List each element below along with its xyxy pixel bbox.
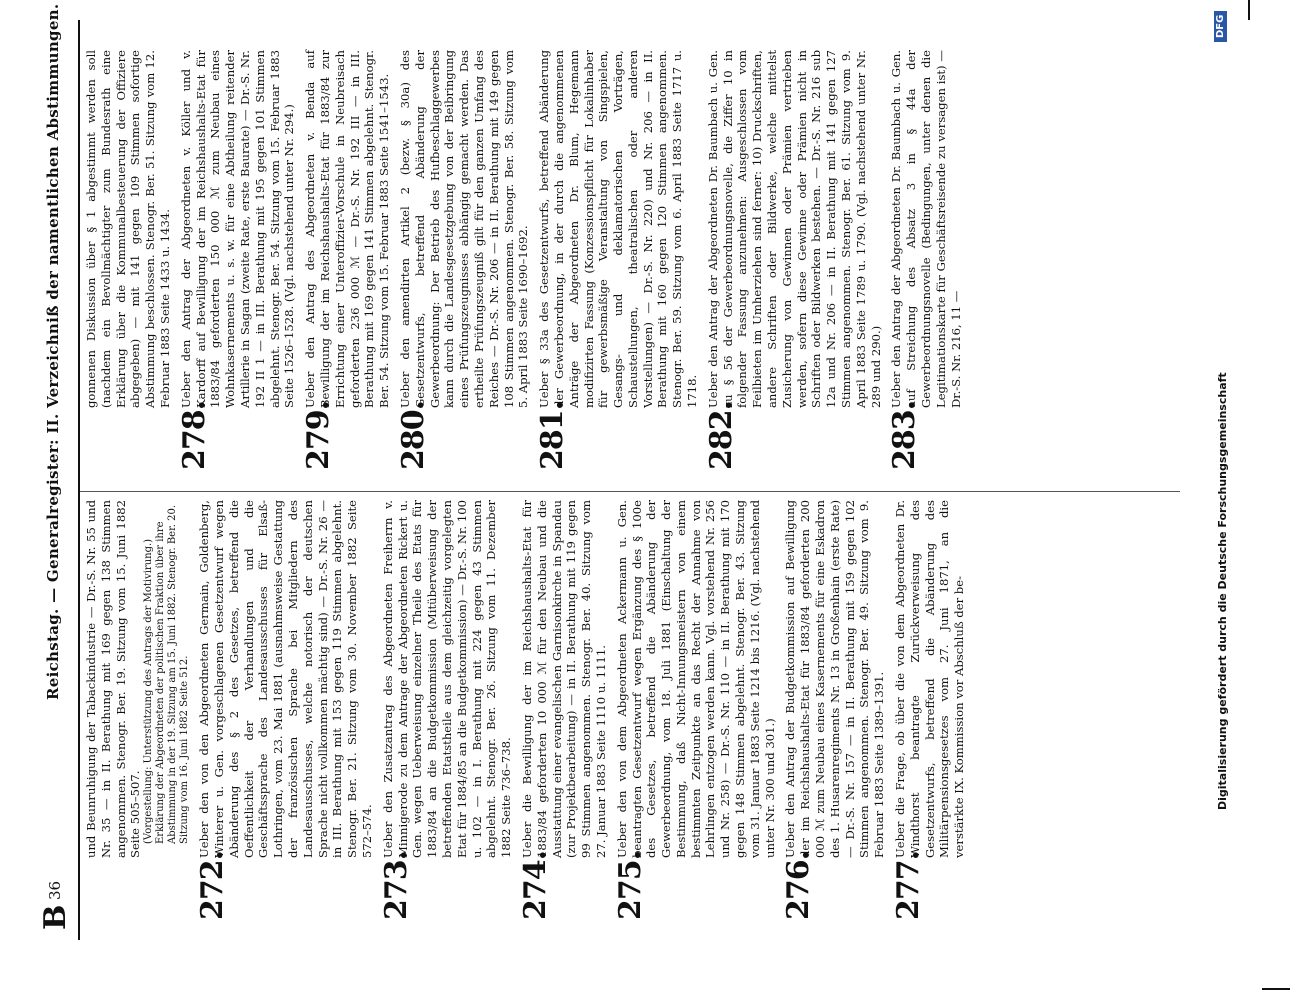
vote-entry [783, 500, 887, 920]
entry-text: Ueber den Antrag der Abgeordneten Dr. Baumbach u. Gen. auf Streichung des Absatz 3 in § 44a der Gewerbeordnungsnovelle (Bedingungen, unter denen die Legitimationskarte für Geschäftsreisende zu versagen ist) — Dr.-S. Nr. 216, 11 — [889, 50, 963, 408]
entry-text: Ueber den von dem Abgeordneten Ackermann u. Gen. beantragten Gesetzentwurf wegen Ergänzung des § 100e des Gesetzes, betreffend die Abänderung der Gewerbeordnung, vom 18. Juli 1881 (Einschaltung der Bestimmung, daß Nicht-Innungsmeistern von einem bestimmten Zeitpunkte an das Recht der Annahme von Lehrlingen entzogen werden kann. Vgl. vorstehend Nr. 256 und Nr. 258) — Dr.-S. Nr. 110 — in II. Berathung mit 170 gegen 148 Stimmen abgelehnt. Stenogr. Ber. 43. Sitzung vom 31. Januar 1883 Seite 1214 bis 1216. (Vgl. nachstehend unter Nr. 300 und 301.) [614, 500, 777, 858]
dfg-credit: Digitalisierung gefördert durch die Deutsche Forschungsgemeinschaft [1216, 372, 1229, 810]
vote-entry [395, 50, 531, 470]
vote-entry [517, 500, 609, 920]
entry-number: 273. [378, 850, 414, 920]
header-rule [78, 20, 80, 940]
page-header [38, 0, 78, 1000]
entry-text: Ueber den Antrag der Abgeordneten v. Köller und v. Kardorff auf Bewilligung der im Reichshaushalts-Etat für 1883/84 geforderten 150 000 ℳ zum Neubau eines Wohnkasernements u. s. w. für eine Abtheilung reitender Artillerie in Sagan (zweite Rate, erste Baurate) — Dr.-S. Nr. 192 II 1 — in III. Berathung mit 195 gegen 101 Stimmen abgelehnt. Stenogr. Ber. 54. Sitzung vom 15. Februar 1883 Seite 1526–1528. (Vgl. nachstehend unter Nr. 294.) [178, 50, 297, 408]
entry-number: 278. [176, 400, 212, 470]
entry-text: Ueber den amendirten Artikel 2 (bezw. § 30a) des Gesetzentwurfs, betreffend Abänderung der Gewerbeordnung: Der Betrieb des Hufbeschlaggewerbes kann durch die Landesgesetzgebung von der Beibringung eines Prüfungszeugnisses abhängig gemacht werden. Das ertheilte Prüfungszeugniß gilt für den ganzen Umfang des Reiches — Dr.-S. Nr. 206 — in II. Berathung mit 149 gegen 108 Stimmen angenommen. Stenogr. Ber. 58. Sitzung vom 5. April 1883 Seite 1690–1692. [397, 50, 531, 408]
running-title: Reichstag. — Generalregister: II. Verzeichniß der namentlichen Abstimmungen. [44, 3, 62, 700]
left-column [84, 500, 973, 920]
right-column [84, 50, 969, 470]
vote-entry [176, 50, 297, 470]
entry-text: Ueber den Antrag der Abgeordneten Dr. Baumbach u. Gen. zu § 56 der Gewerbeordnungsnovelle, die Ziffer 10 in folgender Fassung anzunehmen: Ausgeschlossen vom Feilbieten im Umherziehen sind ferner: 10) Druckschriften, andere Schriften oder Bildwerke, welche mittelst Zusicherung von Gewinnen oder Prämien vertrieben werden, sofern diese Gewinne oder Prämien nicht in Schriften oder Bildwerken bestehen. — Dr.-S. Nr. 216 sub 12a und Nr. 206 — in II. Berathung mit 141 gegen 127 Stimmen angenommen. Stenogr. Ber. 61. Sitzung vom 9. April 1883 Seite 1789 u. 1790. (Vgl. nachstehend unter Nr. 289 und 290.) [705, 50, 883, 408]
entry-number: 280. [395, 400, 431, 470]
continuation-text: gonnenen Diskussion über § 1 abgestimmt werden soll (nachdem ein Bevollmächtigter zum Bundesrath eine Erklärung über die Kommunalbesteuerung der Offiziere abgegeben) — mit 141 gegen 109 Stimmen sofortige Abstimmung beschlossen. Stenogr. Ber. 51. Sitzung vom 12. Februar 1883 Seite 1433 u. 1434. [84, 50, 172, 408]
column-divider [80, 491, 1180, 492]
vote-entry [889, 50, 963, 470]
digitization-footer [1210, 0, 1240, 1000]
vote-entry [612, 500, 778, 920]
entry-text: Ueber den Antrag des Abgeordneten v. Benda auf Bewilligung der im Reichshaushalts-Etat für 1883/84 zur Errichtung einer Unteroffizier-Vorschule in Neubreisach geforderten 236 000 ℳ — Dr.-S. Nr. 192 III — in III. Berathung mit 169 gegen 141 Stimmen abgelehnt. Stenogr. Ber. 54. Sitzung vom 15. Februar 1883 Seite 1541–1543. [303, 50, 392, 408]
scan-edge-mark [1248, 0, 1250, 20]
entry-text: Ueber den Zusatzantrag des Abgeordneten Freiherrn v. Minnigerode zu dem Antrage der Abgeordneten Rickert u. Gen. wegen Ueberweisung einzelner Theile des Etats für 1883/84 an die Budgetkommission (Mitüberweisung der betreffenden Etatstheile aus dem gleichzeitig vorgelegten Etat für 1884/85 an die Budgetkommission) — Dr.-S. Nr. 100 u. 102 — in I. Berathung mit 224 gegen 43 Stimmen abgelehnt. Stenogr. Ber. 26. Sitzung vom 11. Dezember 1882 Seite 736–738. [380, 500, 514, 858]
entry-number: 274. [517, 850, 553, 920]
continuation-note: (Vorgestellung: Unterstützung des Antrags der Motivirung.) Erklärung der Abgeordneten der politischen Fraktion über ihre Abstimmung in der 19. Sitzung am 15. Juni 1882. Stenogr. Ber. 20. Sitzung vom 16. Juni 1882 Seite 512. [143, 504, 191, 844]
entry-text: Ueber den Antrag der Budgetkommission auf Bewilligung der im Reichshaushalts-Etat für 1883/84 geforderten 200 000 ℳ zum Neubau eines Kasernements für eine Eskadron des 1. Husarenregiments Nr. 13 in Großenhain (erste Rate) — Dr.-S. Nr. 157 — in II. Berathung mit 159 gegen 102 Stimmen angenommen. Stenogr. Ber. 49. Sitzung vom 9. Februar 1883 Seite 1389–1391. [783, 500, 887, 858]
entry-number: 277. [891, 850, 927, 920]
continuation-text: und Beunruhigung der Tabackindustrie — Dr.-S. Nr. 55 und Nr. 35 — in II. Berathung mit 169 gegen 138 Stimmen angenommen. Stenogr. Ber. 19. Sitzung vom 15. Juni 1882 Seite 505–507. [84, 500, 143, 858]
entry-number: 281. [535, 400, 571, 470]
right-entry-list [176, 50, 964, 470]
dfg-logo: DFG [1214, 11, 1227, 42]
vote-entry [703, 50, 884, 470]
left-entry-list [197, 500, 967, 920]
vote-entry [893, 500, 967, 920]
scan-edge-mark [1262, 988, 1290, 990]
entry-text: Ueber § 33a des Gesetzentwurfs, betreffend Abänderung der Gewerbeordnung, in der durch die angenommenen Anträge der Abgeordneten Dr. Blum, Hegemann modifizirten Fassung (Konzessionspflicht für Lokalinhaber für gewerbsmäßige Veranstaltung von Singspielen, Gesangs- und deklamatorischen Vorträgen, Schaustellungen, theatralischen oder anderen Vorstellungen) — Dr.-S. Nr. 220) und Nr. 206 — in II. Berathung mit 160 gegen 120 Stimmen angenommen. Stenogr. Ber. 59. Sitzung vom 6. April 1883 Seite 1717 u. 1718. [537, 50, 700, 408]
left-continuation [84, 500, 191, 920]
entry-number: 283. [887, 400, 923, 470]
vote-entry [378, 500, 514, 920]
entry-text: Ueber die Bewilligung der im Reichshaushalts-Etat für 1883/84 geforderten 10 000 ℳ für den Neubau und die Ausstattung einer evangelischen Garnisonkirche in Spandau (zur Projektbearbeitung) — in II. Berathung mit 119 gegen 99 Stimmen angenommen. Stenogr. Ber. 40. Sitzung vom 27. Januar 1883 Seite 1110 u. 1111. [519, 500, 608, 858]
section-letter: B [38, 904, 73, 930]
entry-number: 275. [612, 850, 648, 920]
entry-number: 276. [781, 850, 817, 920]
vote-entry [303, 50, 392, 470]
entry-text: Ueber den von den Abgeordneten Germain, Goldenberg, Winterer u. Gen. vorgeschlagenen Gesetzentwurf wegen Abänderung des § 2 des Gesetzes, betreffend die Oeffentlichkeit der Verhandlungen und die Geschäftssprache des Landesausschusses für Elsaß-Lothringen, vom 23. Mai 1881 (ausnahmsweise Gestattung der französischen Sprache bei Mitgliedern des Landesausschusses, welche notorisch der deutschen Sprache nicht vollkommen mächtig sind) — Dr.-S. Nr. 26 — in III. Berathung mit 153 gegen 119 Stimmen abgelehnt. Stenogr. Ber. 21. Sitzung vom 30. November 1882 Seite 572–574. [197, 500, 374, 858]
vote-entry [537, 50, 700, 470]
entry-number: 282. [703, 400, 739, 470]
entry-text: Ueber die Frage, ob über die von dem Abgeordneten Dr. Windthorst beantragte Zurückverweisung des Gesetzentwurfs, betreffend die Abänderung des Militärpensionsgesetzes vom 27. Juni 1871, an die verstärkte IX. Kommission vor Abschluß der be- [893, 500, 967, 858]
entry-number: 272. [195, 850, 231, 920]
entry-number: 279. [301, 400, 337, 470]
vote-entry [197, 500, 375, 920]
right-continuation [84, 50, 173, 470]
page-number: 36 [46, 880, 64, 900]
